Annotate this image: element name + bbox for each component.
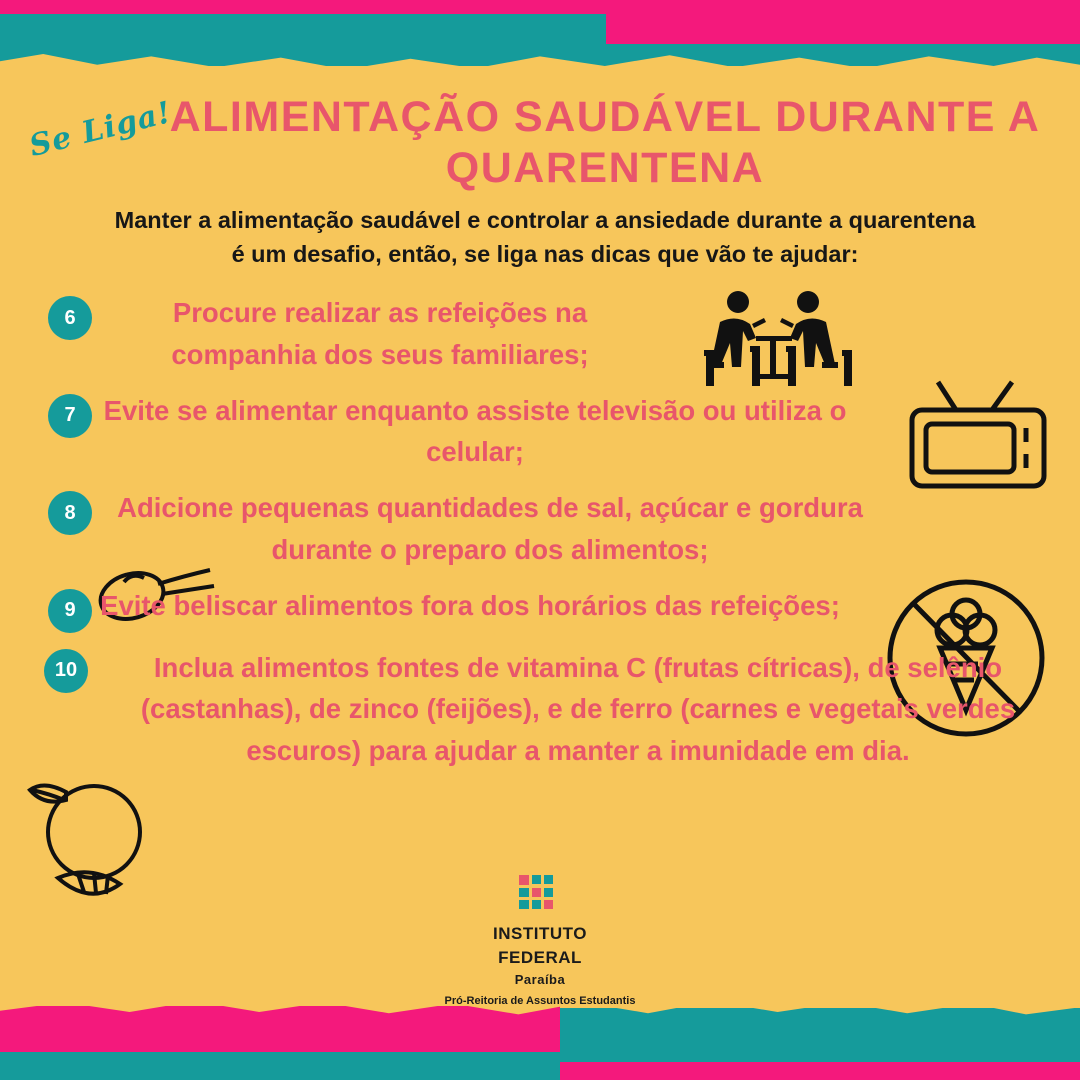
logo-department: Pró-Reitoria de Assuntos Estudantis — [444, 994, 636, 1007]
tip-text: Evite se alimentar enquanto assiste televisão ou utiliza o celular; — [103, 394, 847, 468]
footer-logo — [0, 873, 1080, 1008]
kicker-se-liga: Se Liga! — [25, 94, 176, 165]
status-badge: 10 — [44, 649, 88, 693]
page-subtitle: Manter a alimentação saudável e controlar a ansiedade durante a quarentena é um desafio, então, se liga nas dicas que vão te ajudar: — [114, 207, 976, 268]
list-item — [0, 647, 1080, 772]
list-item — [0, 585, 1080, 627]
status-badge: 7 — [48, 394, 92, 438]
tip-text: Evite beliscar alimentos fora dos horários das refeições; — [100, 589, 840, 621]
logo-institute-line2: FEDERAL — [498, 948, 582, 968]
list-item — [0, 487, 1080, 571]
list-item — [0, 292, 1080, 376]
status-badge: 8 — [48, 491, 92, 535]
logo-institute-line3: Paraíba — [514, 972, 566, 988]
tip-text: Inclua alimentos fontes de vitamina C (frutas cítricas), de selênio (castanhas), de zinco (feijões), e de ferro (carnes e vegetais verdes escuros) para ajudar a manter a imunidade em dia. — [140, 651, 1016, 767]
tip-text: Procure realizar as refeições na companhia dos seus familiares; — [171, 297, 589, 370]
tip-text: Adicione pequenas quantidades de sal, açúcar e gordura durante o preparo dos alimentos; — [117, 492, 863, 565]
list-item — [0, 390, 1080, 474]
status-badge: 9 — [48, 589, 92, 633]
bottom-pink-band-left — [0, 1006, 560, 1052]
bottom-pink-band-right — [560, 1062, 1080, 1080]
logo-institute-line1: INSTITUTO — [493, 924, 587, 944]
top-pink-band-right — [606, 0, 1080, 44]
status-badge: 6 — [48, 296, 92, 340]
page-title: ALIMENTAÇÃO SAUDÁVEL DURANTE A QUARENTENA — [169, 93, 1041, 192]
ifpb-logo-icon — [517, 873, 563, 919]
top-pink-band-left — [0, 0, 620, 14]
tips-list — [0, 292, 1080, 786]
